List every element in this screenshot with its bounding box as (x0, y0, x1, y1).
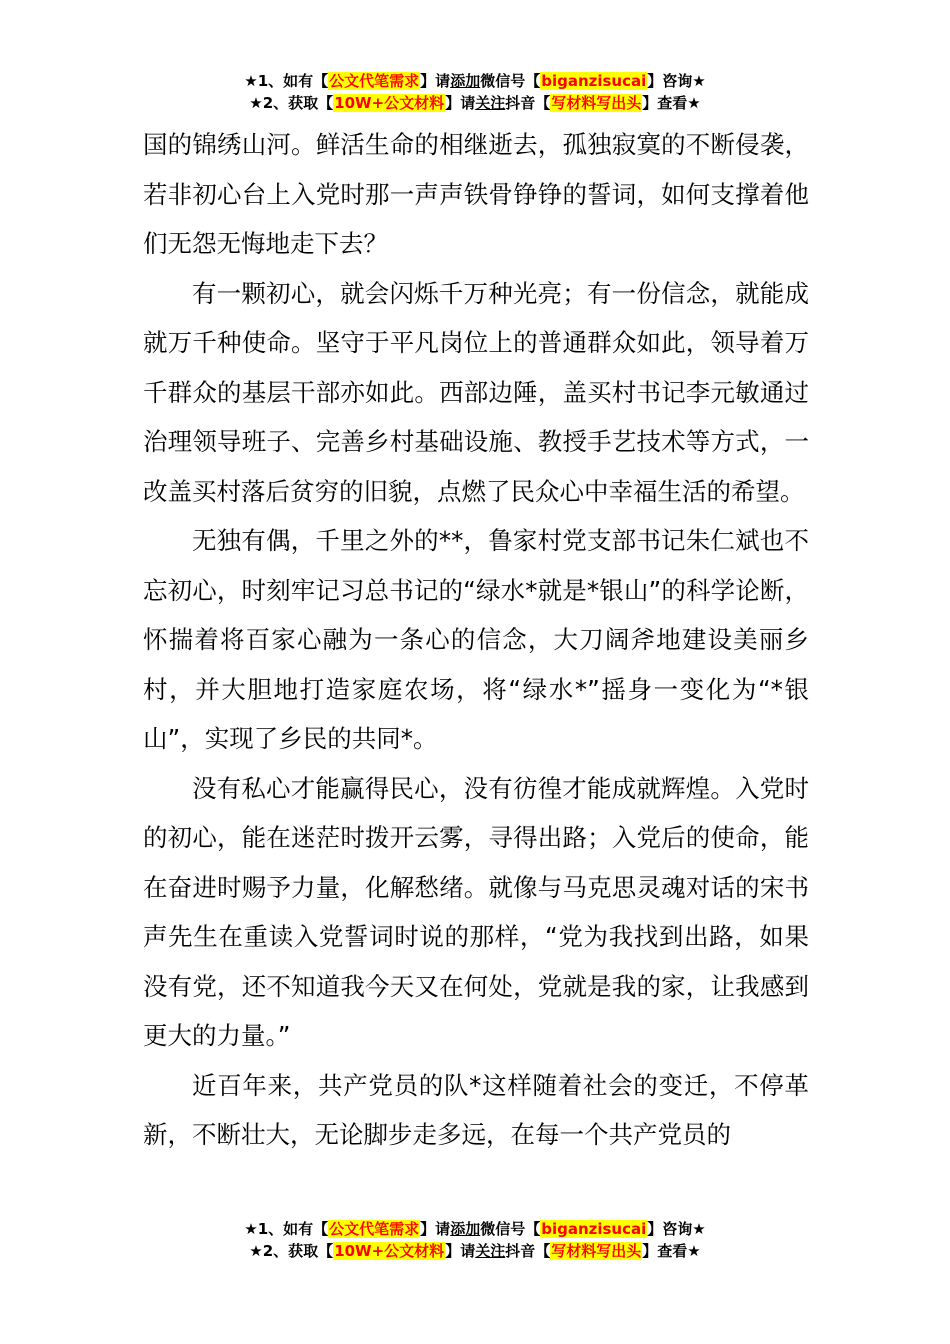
highlight-materials: 10W+公文材料 (334, 1242, 445, 1260)
highlight-douyin-account: 写材料写出头 (551, 1242, 642, 1260)
highlight-service: 公文代笔需求 (329, 1220, 420, 1238)
banner-line-2: ★2、获取【10W+公文材料】请关注抖音【写材料写出头】查看★ (249, 94, 701, 112)
paragraph: 近百年来，共产党员的队*这样随着社会的变迁，不停革新，不断壮大，无论脚步走多远，在每一个共产党员的 (143, 1070, 809, 1149)
header-banner (0, 70, 950, 114)
banner-line-2: ★2、获取【10W+公文材料】请关注抖音【写材料写出头】查看★ (249, 1242, 701, 1260)
footer-banner (0, 1218, 950, 1262)
highlight-materials: 10W+公文材料 (334, 94, 445, 112)
paragraph-continuation: 国的锦绣山河。鲜活生命的相继逝去，孤独寂寞的不断侵袭，若非初心台上入党时那一声声铁骨铮铮的誓词，如何支撑着他们无怨无悔地走下去？ (143, 130, 809, 258)
document-body (143, 120, 809, 1160)
paragraph: 没有私心才能赢得民心，没有彷徨才能成就辉煌。入党时的初心，能在迷茫时拨开云雾，寻得出路；入党后的使命，能在奋进时赐予力量，化解愁绪。就像与马克思灵魂对话的宋书声先生在重读入党誓词时说的那样，“党为我找到出路，如果没有党，还不知道我今天又在何处，党就是我的家，让我感到更大的力量。” (143, 773, 809, 1050)
highlight-wechat-id: biganzisucai (541, 1220, 647, 1238)
highlight-douyin-account: 写材料写出头 (551, 94, 642, 112)
banner-line-1: ★1、如有【公文代笔需求】请添加微信号【biganzisucai】咨询★ (244, 1220, 706, 1238)
highlight-wechat-id: biganzisucai (541, 72, 647, 90)
highlight-service: 公文代笔需求 (329, 72, 420, 90)
banner-line-1: ★1、如有【公文代笔需求】请添加微信号【biganzisucai】咨询★ (244, 72, 706, 90)
paragraph: 无独有偶，千里之外的**，鲁家村党支部书记朱仁斌也不忘初心，时刻牢记习总书记的“绿水*就是*银山”的科学论断，怀揣着将百家心融为一条心的信念，大刀阔斧地建设美丽乡村，并大胆地打造家庭农场，将“绿水*”摇身一变化为“*银山”，实现了乡民的共同*。 (143, 526, 809, 753)
paragraph: 有一颗初心，就会闪烁千万种光亮；有一份信念，就能成就万千种使命。坚守于平凡岗位上的普通群众如此，领导着万千群众的基层干部亦如此。西部边陲，盖买村书记李元敏通过治理领导班子、完善乡村基础设施、教授手艺技术等方式，一改盖买村落后贫穷的旧貌，点燃了民众心中幸福生活的希望。 (143, 278, 809, 506)
